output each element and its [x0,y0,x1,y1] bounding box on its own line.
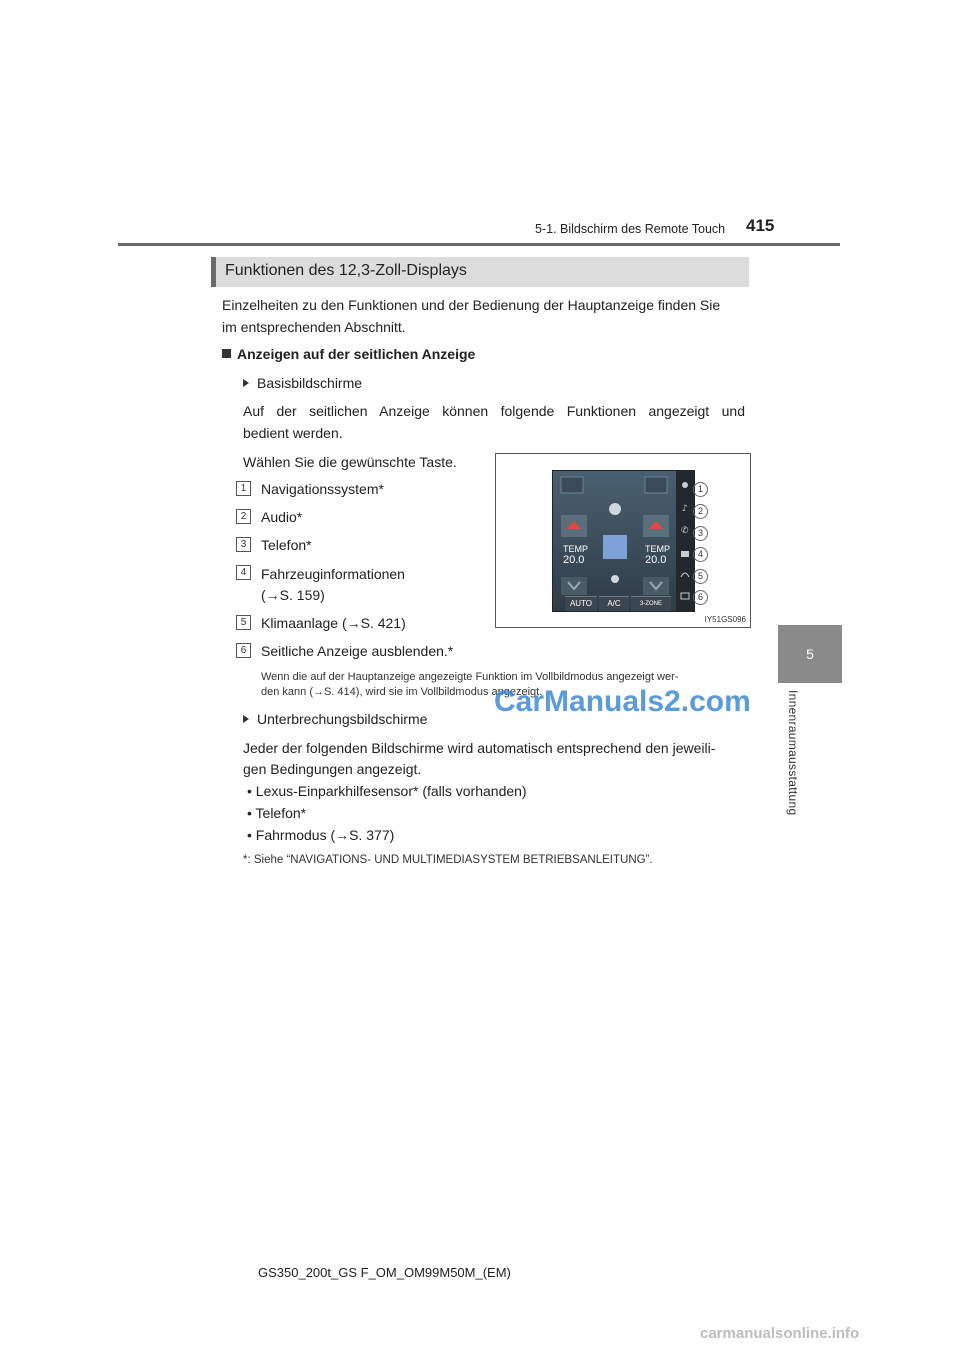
temp-right-label: TEMP [645,544,671,554]
phone-icon: ✆ [681,526,689,536]
footnote: *: Siehe “NAVIGATIONS- UND MULTIMEDIASYSTEM BETRIEBSANLEITUNG”. [243,854,653,866]
basis-bullet-text: Basisbildschirme [257,375,363,391]
recirculation-icon [645,477,667,493]
side-menu-icons [676,471,694,611]
chapter-tab: 5 [778,625,842,683]
climate-screen [552,470,695,612]
interrupt-text-line-1: Jeder der folgenden Bildschirme wird automatisch entsprechend den jeweili- [243,740,716,756]
side-display-figure [495,453,751,628]
header-rule [118,243,840,246]
callout-5: 5 [693,569,708,584]
item-navigation: Navigationssystem* [261,481,384,497]
figure-code: IY51GS096 [704,615,746,624]
fan-level-indicator [603,535,627,559]
section-title: Funktionen des 12,3-Zoll-Displays [225,262,467,279]
audio-icon: ♪ [682,504,688,514]
three-zone-button: 3-ZONE [631,596,671,611]
climate-screen-graphic [553,471,694,611]
climate-icon [681,573,689,577]
watermark: CarManuals2.com [494,685,751,718]
front-defrost-icon [561,477,583,493]
basis-select: Wählen Sie die gewünschte Taste. [243,454,457,470]
basis-bullet [243,372,362,395]
intro-line-2: im entsprechenden Abschnitt. [222,319,406,335]
temp-left-value: 20.0 [563,554,585,566]
chapter-title: Innenraumausstattung [786,690,800,816]
page-number: 415 [746,216,775,235]
callout-6: 6 [693,590,708,605]
chapter-side-label [786,690,802,820]
section-heading-accent [211,257,216,287]
watermark-footer: carmanualsonline.info [700,1325,860,1342]
subheading [222,343,475,366]
item-climate: Klimaanlage (→S. 421) [261,615,406,631]
triangle-bullet-icon [243,715,249,723]
section-heading-bar [211,257,749,287]
item-telefon: Telefon* [261,537,312,553]
vehicle-info-icon [681,551,689,557]
basis-text-line-2: bedient werden. [243,425,343,441]
item-number-5: 5 [236,615,251,630]
interrupt-text-line-2: gen Bedingungen angezeigt. [243,761,422,777]
triangle-bullet-icon [243,379,249,387]
auto-button: AUTO [565,596,597,611]
navigation-icon [682,482,688,488]
interrupt-list-item-2: • Telefon* [247,805,307,821]
temp-left-down-button [561,577,587,595]
callout-3: 3 [693,526,708,541]
item-vehicle-info: Fahrzeuginformationen [261,566,405,582]
temp-left-label: TEMP [563,544,589,554]
ac-button: A/C [599,596,629,611]
interrupt-list-item-3: • Fahrmodus (→S. 377) [247,827,395,843]
callout-4: 4 [693,547,708,562]
header-section-title: 5-1. Bildschirm des Remote Touch [535,222,726,236]
fan-high-icon [609,503,621,515]
item-number-3: 3 [236,537,251,552]
temp-right-value: 20.0 [645,554,667,566]
hide-side-icon [681,593,689,599]
temp-right-down-button [643,577,669,595]
subheading-text: Anzeigen auf der seitlichen Anzeige [237,346,476,362]
note-line-2: den kann (→S. 414), wird sie im Vollbildmodus angezeigt. [261,686,543,698]
item-number-6: 6 [236,643,251,658]
item-number-1: 1 [236,481,251,496]
callout-2: 2 [693,504,708,519]
item-audio: Audio* [261,509,303,525]
interrupt-list-item-1: • Lexus-Einparkhilfesensor* (falls vorhanden) [247,783,527,799]
callout-1: 1 [693,482,708,497]
interrupt-bullet-text: Unterbrechungsbildschirme [257,711,428,727]
side-icon-column [676,471,694,611]
item-vehicle-info-ref: (→S. 159) [261,587,325,603]
item-number-4: 4 [236,565,251,580]
basis-text-line-1: Auf der seitlichen Anzeige können folgende Funktionen angezeigt und [243,403,745,419]
document-code: GS350_200t_GS F_OM_OM99M50M_(EM) [258,1265,511,1280]
square-bullet-icon [222,349,231,358]
interrupt-bullet [243,708,427,731]
item-number-2: 2 [236,509,251,524]
note-line-1: Wenn die auf der Hauptanzeige angezeigte Funktion im Vollbildmodus angezeigt wer- [261,671,679,683]
fan-low-icon [611,575,619,583]
item-hide-side: Seitliche Anzeige ausblenden.* [261,643,454,659]
intro-line-1: Einzelheiten zu den Funktionen und der Bedienung der Hauptanzeige finden Sie [222,297,721,313]
